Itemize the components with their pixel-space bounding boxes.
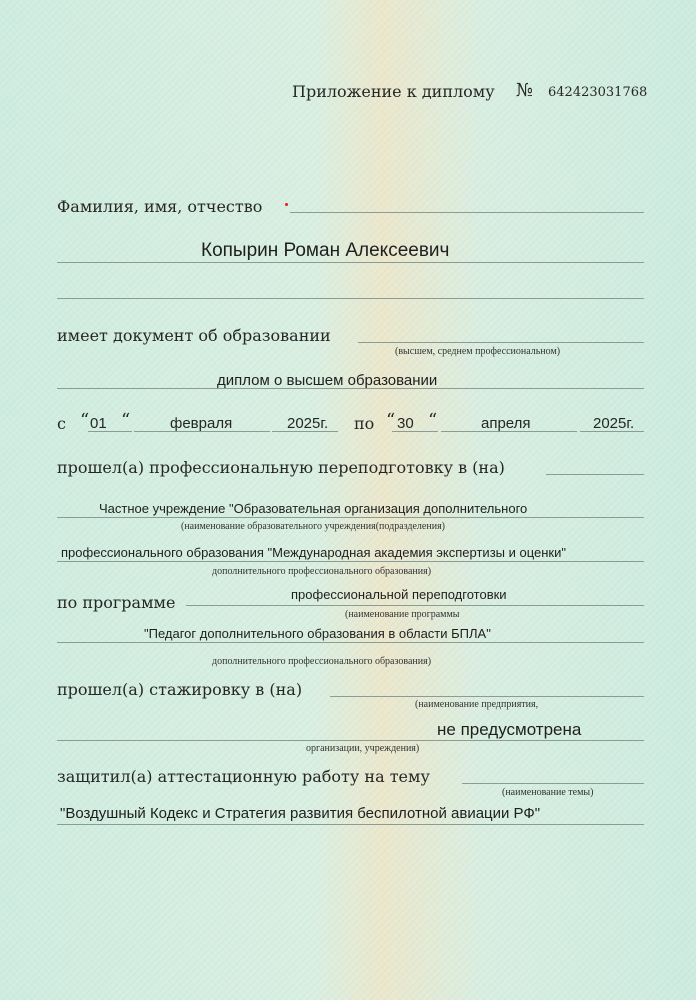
education-line-2: [57, 388, 644, 389]
program-label: по программе: [57, 593, 176, 612]
fio-line-1: [290, 212, 644, 213]
thesis-line-1: [462, 783, 644, 784]
thesis-line-2: [57, 824, 644, 825]
quote-open-2: “: [386, 410, 396, 431]
to-year-line: [580, 431, 644, 432]
period-to-prefix: по: [354, 414, 375, 433]
period-from-month: февраля: [170, 415, 233, 432]
diploma-number: 642423031768: [548, 85, 648, 100]
program-line-2: [57, 642, 644, 643]
period-to-day: 30: [397, 415, 414, 432]
internship-hint2: организации, учреждения): [306, 743, 420, 754]
retraining-line-3: [57, 561, 644, 562]
thesis-hint: (наименование темы): [502, 787, 594, 798]
thesis-value: "Воздушный Кодекс и Стратегия развития беспилотной авиации РФ": [60, 805, 541, 822]
period-from-year: 2025г.: [287, 415, 329, 432]
retraining-org-line2: профессионального образования "Международная академия экспертизы и оценки": [61, 545, 566, 560]
education-value: диплом о высшем образовании: [217, 372, 438, 389]
education-line-1: [358, 342, 644, 343]
internship-label: прошел(а) стажировку в (на): [57, 680, 303, 699]
program-hint1: (наименование программы: [345, 609, 460, 620]
period-from-day: 01: [90, 415, 107, 432]
retraining-line-1: [546, 474, 644, 475]
internship-value: не предусмотрена: [437, 720, 582, 739]
period-to-year: 2025г.: [593, 415, 635, 432]
retraining-org-line1: Частное учреждение "Образовательная организация дополнительного: [99, 501, 528, 516]
internship-hint1: (наименование предприятия,: [415, 699, 539, 710]
internship-line-1: [330, 696, 644, 697]
fio-value: Копырин Роман Алексеевич: [201, 240, 450, 261]
retraining-label: прошел(а) профессиональную переподготовку в (на): [57, 458, 505, 477]
education-hint: (высшем, среднем профессиональном): [395, 346, 561, 357]
program-value-line1: профессиональной переподготовки: [291, 587, 507, 602]
fio-line-2: [57, 262, 644, 263]
number-sign: №: [516, 80, 534, 101]
internship-line-2: [57, 740, 644, 741]
quote-close-2: “: [428, 410, 438, 431]
from-day-line: [88, 431, 132, 432]
header-title: Приложение к диплому: [292, 82, 495, 101]
retraining-hint1: (наименование образовательного учреждения(подразделения): [181, 521, 445, 532]
fio-line-3: [57, 298, 644, 299]
period-from-prefix: с: [57, 414, 66, 433]
retraining-hint2: дополнительного профессионального образования): [212, 566, 432, 577]
thesis-label: защитил(а) аттестационную работу на тему: [57, 767, 430, 786]
quote-open-1: “: [80, 410, 90, 431]
education-label: имеет документ об образовании: [57, 326, 331, 345]
period-to-month: апреля: [481, 415, 531, 432]
fio-label: Фамилия, имя, отчество: [57, 197, 263, 216]
from-year-line: [272, 431, 338, 432]
to-day-line: [392, 431, 438, 432]
quote-close-1: “: [121, 410, 131, 431]
to-month-line: [441, 431, 577, 432]
program-line-1: [186, 605, 644, 606]
retraining-line-2: [57, 517, 644, 518]
from-month-line: [134, 431, 270, 432]
red-dot: [285, 203, 288, 206]
program-value-line2: "Педагог дополнительного образования в области БПЛА": [144, 626, 491, 641]
program-hint2: дополнительного профессионального образования): [212, 656, 432, 667]
